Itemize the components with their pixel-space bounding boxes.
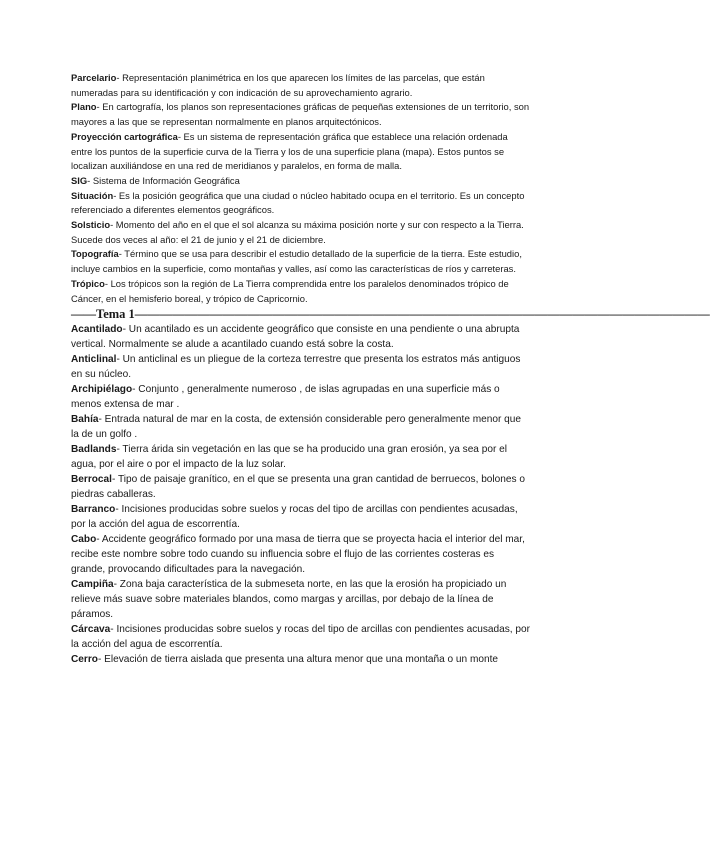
glossary-entry <box>71 472 531 502</box>
entry-term: Cárcava <box>71 624 111 636</box>
entry-term: Acantilado <box>71 324 123 336</box>
glossary-entry <box>71 247 531 276</box>
entry-definition: - Representación planimétrica en los que aparecen los límites de las parcelas, que están numeradas para su identificación y con indicación de su aprovechamiento agrario. <box>71 72 485 98</box>
glossary-entry <box>71 189 531 218</box>
glossary <box>71 71 710 667</box>
glossary-entry <box>71 100 531 129</box>
entry-term: Badlands <box>71 444 117 456</box>
entry-term: SIG <box>71 174 88 186</box>
glossary-entry <box>71 442 531 472</box>
entry-definition: - Zona baja característica de la submeseta norte, en las que la erosión ha propiciado un relieve más suave sobre materiales blandos, como margas y arcillas, por debajo de la línea de páramos. <box>71 579 507 621</box>
entry-term: Archipiélago <box>71 384 133 396</box>
entry-definition: - Un anticlinal es un pliegue de la corteza terrestre que presenta los estratos más antiguos en su núcleo. <box>71 354 521 381</box>
glossary-entry <box>71 502 531 532</box>
entry-term: Campiña <box>71 579 114 591</box>
glossary-entry <box>71 352 531 382</box>
entry-definition: - Accidente geográfico formado por una masa de tierra que se proyecta hacia el interior del mar, recibe este nombre sobre todo cuando su influencia sobre el flujo de las corrientes costeras es grande, provocando dificultades para la navegación. <box>71 534 525 576</box>
section-separator: ——Tema 1—————————————————————————————————————————————— <box>71 307 710 322</box>
glossary-entry <box>71 71 531 100</box>
glossary-entry <box>71 412 531 442</box>
entry-definition: - Es la posición geográfica que una ciudad o núcleo habitado ocupa en el territorio. Es un concepto referenciado a diferentes elementos geográficos. <box>71 189 525 216</box>
entry-definition: - Momento del año en el que el sol alcanza su máxima posición norte y sur con respecto a la Tierra. Sucede dos veces al año: el 21 de junio y el 21 de diciembre. <box>71 219 524 245</box>
entry-term: Situación <box>71 189 114 201</box>
entry-term: Bahía <box>71 414 99 426</box>
entry-definition: - Los trópicos son la región de La Tierra comprendida entre los paralelos denominados trópico de Cáncer, en el hemisferio boreal, y trópico de Capricornio. <box>71 277 509 304</box>
entry-term: Cabo <box>71 534 97 546</box>
glossary-entry <box>71 218 531 247</box>
entry-term: Proyección cartográfica <box>71 130 178 142</box>
glossary-entry <box>71 130 531 174</box>
glossary-entry <box>71 322 531 352</box>
entry-definition: - Es un sistema de representación gráfica que establece una relación ordenada entre los puntos de la superficie curva de la Tierra y los de una superficie plana (mapa). Estos puntos se localizan auxiliándose en una red de meridianos y paralelos, en forma de malla. <box>71 130 508 172</box>
glossary-entry <box>71 532 531 577</box>
entry-definition: - Sistema de Información Geográfica <box>87 174 240 186</box>
entry-term: Topografía <box>71 248 119 260</box>
entry-term: Cerro <box>71 654 98 666</box>
entry-term: Parcelario <box>71 72 117 83</box>
entry-definition: - Un acantilado es un accidente geográfico que consiste en una pendiente o una abrupta vertical. Normalmente se alude a acantilado cuando está sobre la costa. <box>71 324 520 351</box>
entry-term: Berrocal <box>71 474 112 486</box>
glossary-entry <box>71 174 531 189</box>
glossary-entry <box>71 622 531 652</box>
glossary-entry <box>71 277 531 306</box>
entry-term: Anticlinal <box>71 354 117 366</box>
entry-definition: - Tipo de paisaje granítico, en el que se presenta una gran cantidad de berruecos, bolones o piedras caballeras. <box>71 474 525 501</box>
glossary-entry <box>71 652 531 667</box>
glossary-entry <box>71 577 531 622</box>
entry-term: Trópico <box>71 277 105 289</box>
entry-term: Plano <box>71 101 97 113</box>
entry-definition: - Elevación de tierra aislada que presenta una altura menor que una montaña o un monte <box>97 654 499 666</box>
entry-definition: - Conjunto , generalmente numeroso , de islas agrupadas en una superficie más o menos extensa de mar . <box>71 384 500 411</box>
glossary-entry <box>71 382 531 412</box>
entry-definition: - Incisiones producidas sobre suelos y rocas del tipo de arcillas con pendientes acusadas, por la acción del agua de escorrentía. <box>71 504 518 531</box>
entry-definition: - En cartografía, los planos son representaciones gráficas de pequeñas extensiones de un territorio, son mayores a las que se representan normalmente en planos arquitectónicos. <box>71 101 530 128</box>
entry-definition: - Término que se usa para describir el estudio detallado de la superficie de la tierra. Este estudio, incluye cambios en la superficie, como montañas y valles, así como las características de ríos y carreteras. <box>71 248 522 275</box>
entry-term: Solsticio <box>71 219 111 231</box>
entry-definition: - Entrada natural de mar en la costa, de extensión considerable pero generalmente menor que la de un golfo . <box>71 414 522 441</box>
entry-definition: - Incisiones producidas sobre suelos y rocas del tipo de arcillas con pendientes acusadas, por la acción del agua de escorrentía. <box>71 624 530 651</box>
entry-definition: - Tierra árida sin vegetación en las que se ha producido una gran erosión, ya sea por el agua, por el aire o por el impacto de la luz solar. <box>71 444 507 471</box>
entry-term: Barranco <box>71 504 116 516</box>
